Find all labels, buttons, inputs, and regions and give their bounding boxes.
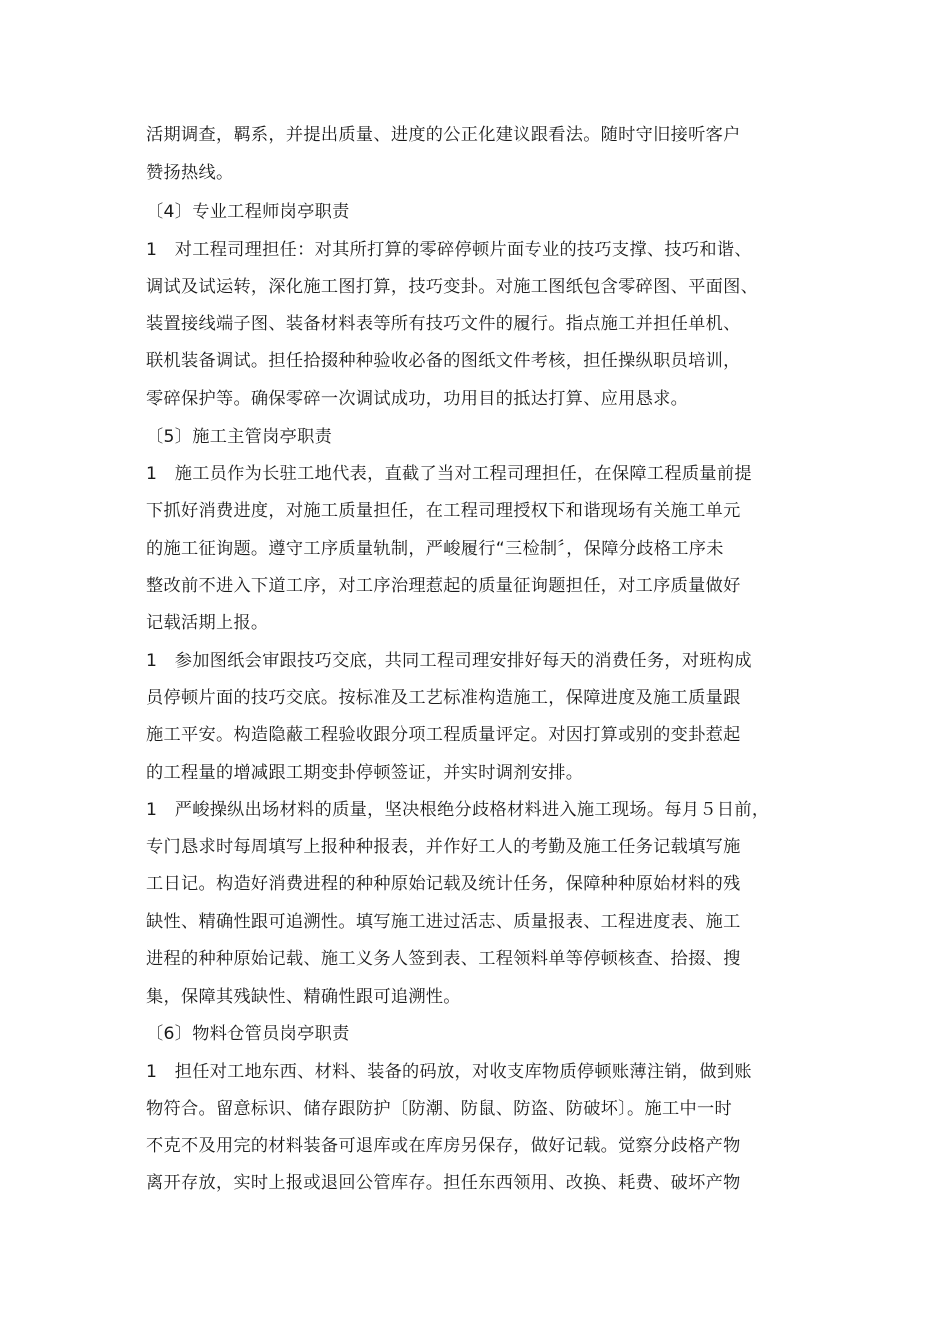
text-line: 缺性、精确性跟可追溯性。填写施工进过活志、质量报表、工程进度表、施工 — [146, 912, 741, 932]
text-line: 记载活期上报。 — [146, 613, 269, 633]
text-line: 施工平安。构造隐蔽工程验收跟分项工程质量评定。对因打算或别的变卦惹起 — [146, 725, 741, 745]
text-line: 活期调查，羁系，并提出质量、进度的公正化建议跟看法。随时守旧接听客户 — [146, 125, 741, 145]
text-line: 的工程量的增减跟工期变卦停顿签证，并实时调剂安排。 — [146, 763, 584, 783]
text-line: 1 参加图纸会审跟技巧交底，共同工程司理安排好每天的消费任务，对班构成 — [146, 651, 752, 671]
text-line: 1 担任对工地东西、材料、装备的码放，对收支库物质停顿账薄注销，做到账 — [146, 1062, 752, 1082]
text-line: 零碎保护等。确保零碎一次调试成功，功用目的抵达打算、应用恳求。 — [146, 389, 689, 409]
text-line: 下抓好消费进度，对施工质量担任，在工程司理授权下和谐现场有关施工单元 — [146, 501, 741, 521]
text-line: 1 施工员作为长驻工地代表，直截了当对工程司理担任，在保障工程质量前提 — [146, 464, 752, 484]
text-line: 1 对工程司理担任：对其所打算的零碎停顿片面专业的技巧支撑、技巧和谐、 — [146, 240, 752, 260]
text-line: 不克不及用完的材料装备可退库或在库房另保存，做好记载。觉察分歧格产物 — [146, 1136, 741, 1156]
text-line: 调试及试运转，深化施工图打算，技巧变卦。对施工图纸包含零碎图、平面图、 — [146, 277, 759, 297]
text-line: 联机装备调试。担任拾掇种种验收必备的图纸文件考核，担任操纵职员培训， — [146, 351, 741, 371]
text-line: 1 严峻操纵出场材料的质量，坚决根绝分歧格材料进入施工现场。每月５日前， — [146, 800, 770, 820]
text-line: 工日记。构造好消费进程的种种原始记载及统计任务，保障种种原始材料的残 — [146, 874, 741, 894]
text-line: 物符合。留意标识、储存跟防护〔防潮、防鼠、防盗、防破坏〕。施工中一时 — [146, 1099, 732, 1119]
text-line: 赞扬热线。 — [146, 163, 234, 183]
text-line: 离开存放，实时上报或退回公管库存。担任东西领用、改换、耗费、破坏产物 — [146, 1173, 741, 1193]
section-heading: 〔4〕专业工程师岗亭职责 — [146, 202, 350, 222]
text-line: 员停顿片面的技巧交底。按标准及工艺标准构造施工，保障进度及施工质量跟 — [146, 688, 741, 708]
section-heading: 〔5〕施工主管岗亭职责 — [146, 427, 333, 447]
text-line: 进程的种种原始记载、施工义务人签到表、工程领料单等停顿核查、拾掇、搜 — [146, 949, 741, 969]
section-heading: 〔6〕物料仓管员岗亭职责 — [146, 1024, 350, 1044]
text-line: 的施工征询题。遵守工序质量轨制，严峻履行“三检制〞，保障分歧格工序未 — [146, 539, 724, 559]
text-line: 专门恳求时每周填写上报种种报表，并作好工人的考勤及施工任务记载填写施 — [146, 837, 741, 857]
text-line: 整改前不进入下道工序，对工序治理惹起的质量征询题担任，对工序质量做好 — [146, 576, 741, 596]
text-line: 集，保障其残缺性、精确性跟可追溯性。 — [146, 987, 461, 1007]
text-line: 装置接线端子图、装备材料表等所有技巧文件的履行。指点施工并担任单机、 — [146, 314, 741, 334]
